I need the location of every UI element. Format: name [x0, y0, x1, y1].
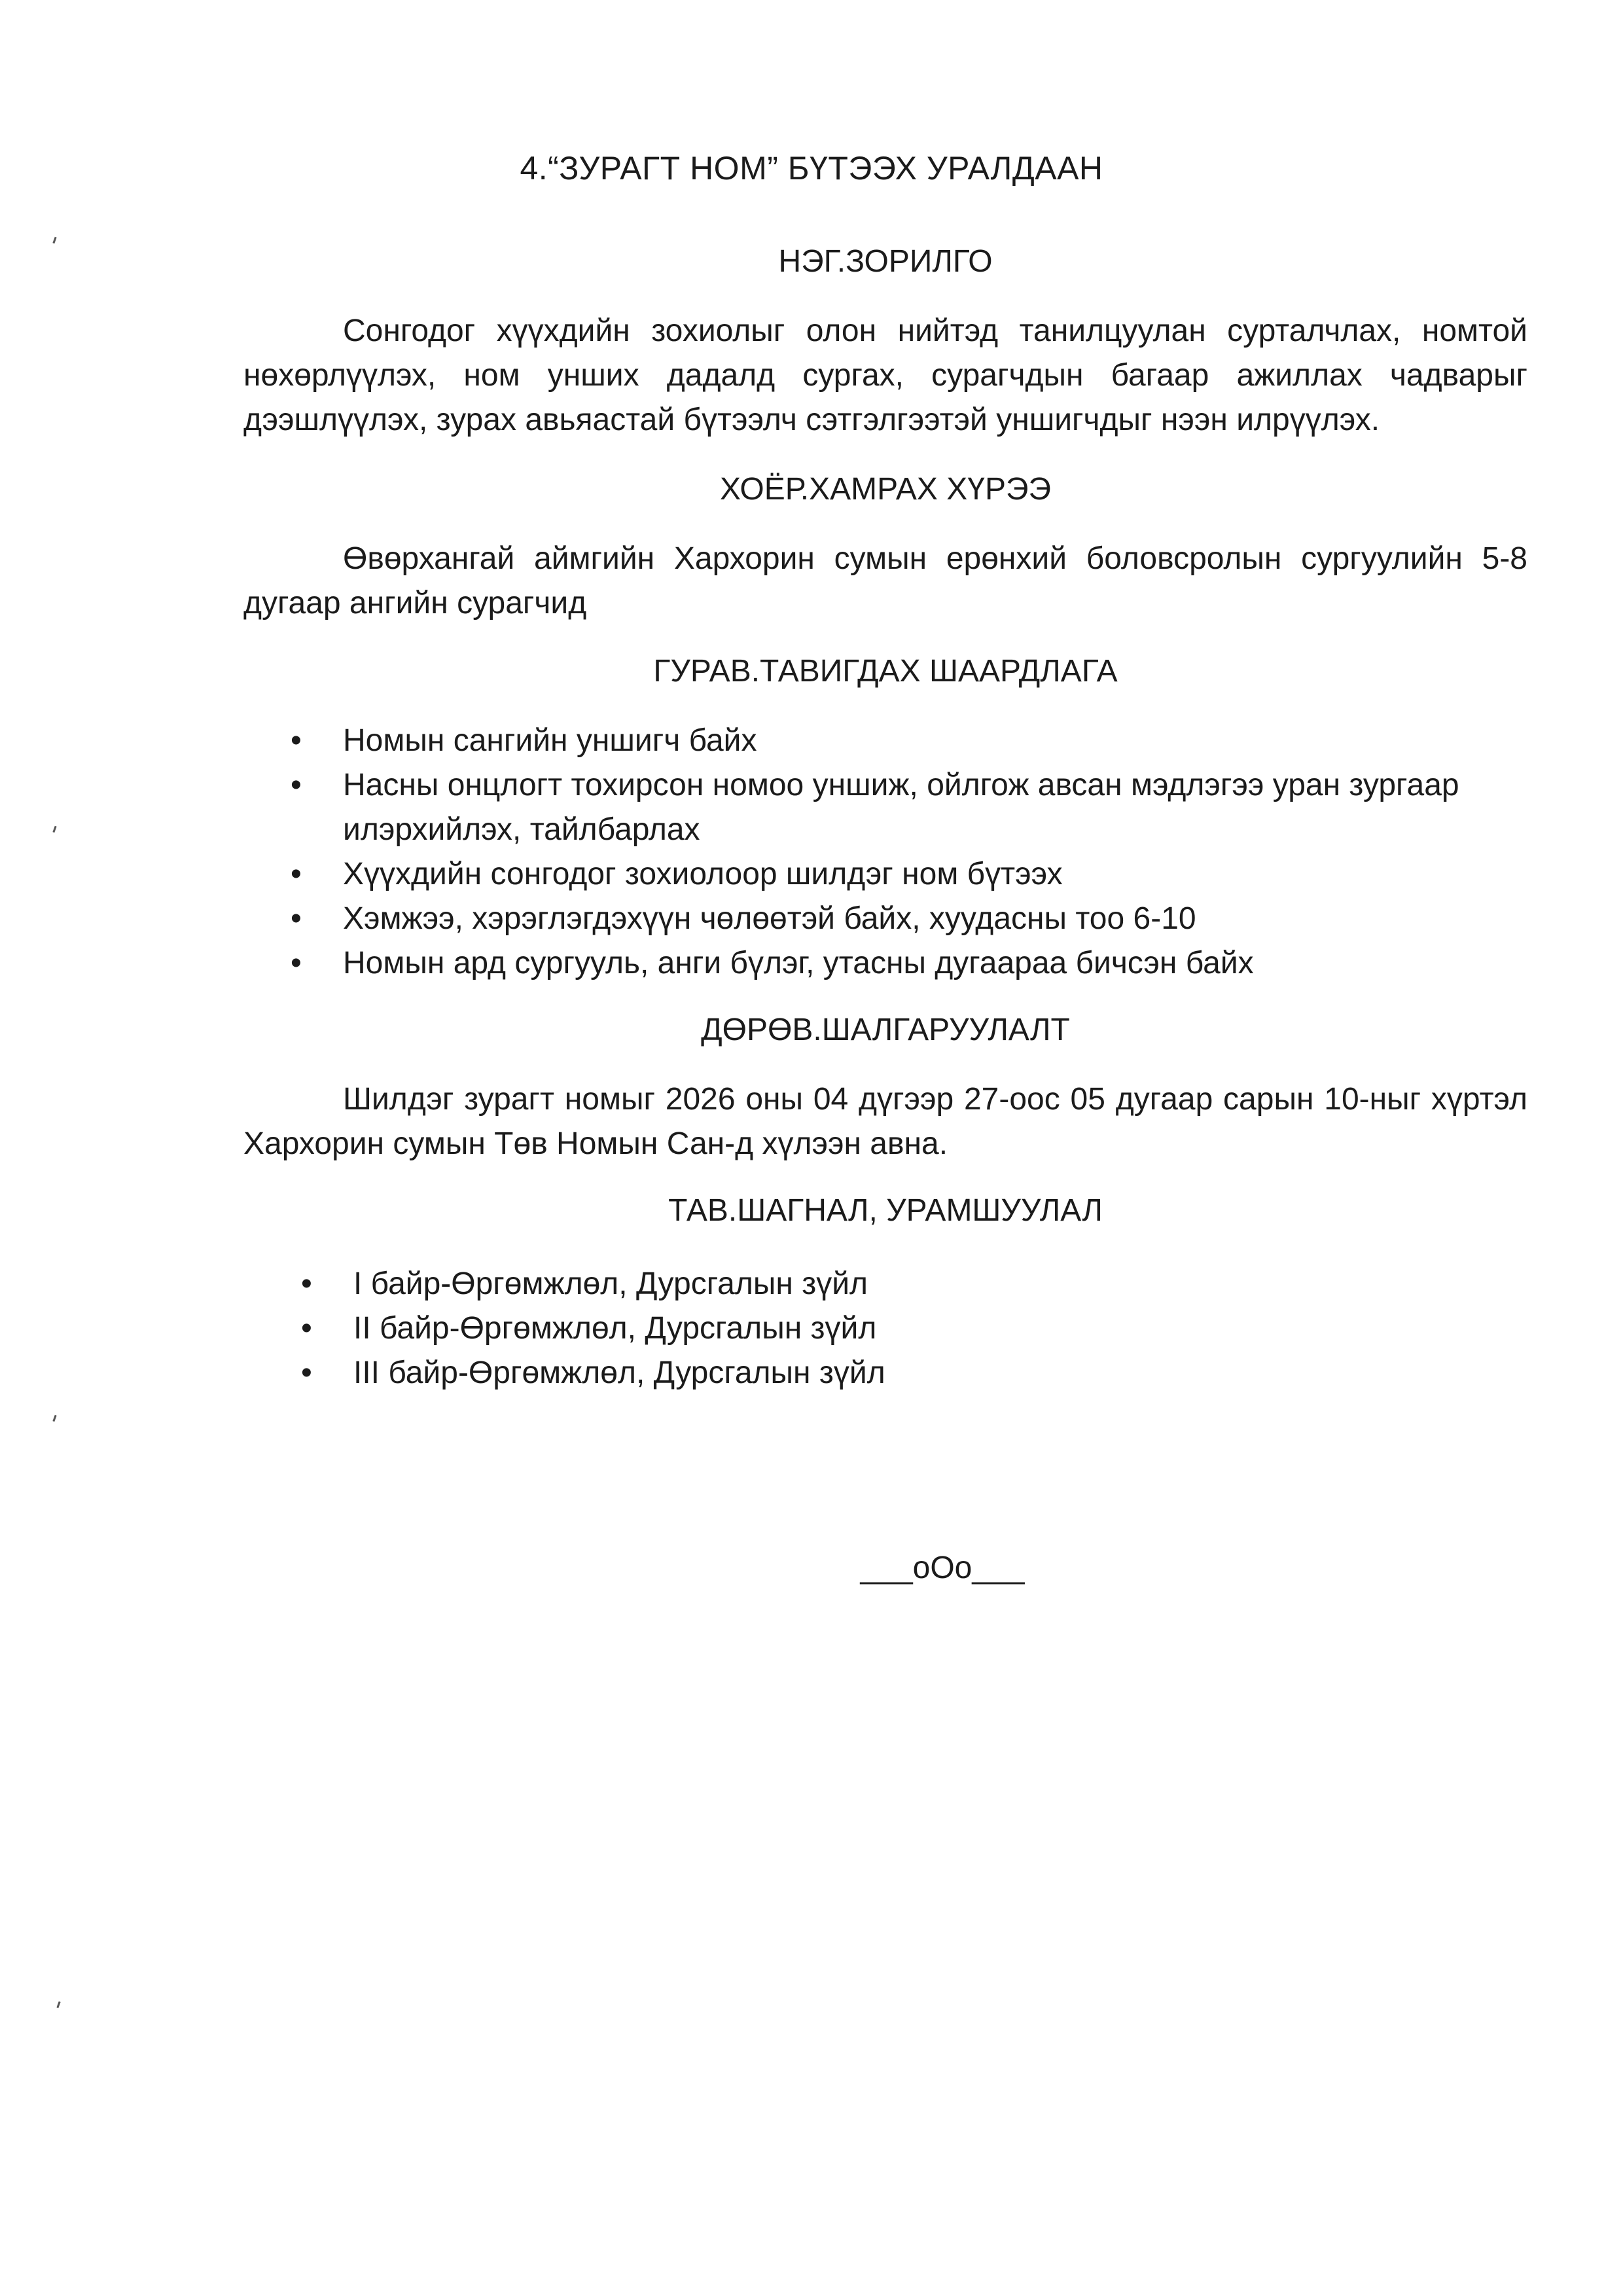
- scan-mark: [52, 1415, 56, 1422]
- list-item: [243, 719, 1527, 763]
- scan-mark: [52, 826, 56, 833]
- list-item-text: Хүүхдийн сонгодог зохиолоор шилдэг ном бүтээх: [343, 857, 1063, 891]
- bullet-icon: •: [301, 1311, 312, 1346]
- section-text-scope: Өвөрхангай аймгийн Хархорин сумын ерөнхий боловсролын сургуулийн 5-8 дугаар ангийн сурагчид: [243, 541, 1527, 620]
- section-text-goal: Сонгодог хүүхдийн зохиолыг олон нийтэд танилцуулан сурталчлах, номтой нөхөрлүүлэх, ном унших дадалд сургах, сурагчдын багаар ажиллах чадварыг дээшлүүлэх, зурах авьяастай бүтээлч сэтгэлгээтэй уншигчдыг нээн илрүүлэх.: [243, 314, 1527, 437]
- bullet-icon: •: [291, 723, 302, 758]
- list-item-text: II байр-Өргөмжлөл, Дурсгалын зүйл: [353, 1311, 877, 1346]
- section-heading-selection: ДӨРӨВ.ШАЛГАРУУЛАЛТ: [701, 1013, 1070, 1047]
- requirements-list: [243, 719, 1527, 986]
- list-item: [243, 763, 1527, 852]
- list-item: [243, 1262, 1527, 1306]
- bullet-icon: •: [291, 901, 302, 936]
- bullet-icon: •: [301, 1266, 312, 1301]
- list-item: [243, 941, 1527, 986]
- document-title: 4.“ЗУРАГТ НОМ” БҮТЭЭХ УРАЛДААН: [520, 150, 1103, 187]
- list-item-text: III байр-Өргөмжлөл, Дурсгалын зүйл: [353, 1355, 885, 1390]
- section-heading-requirements: ГУРАВ.ТАВИГДАХ ШААРДЛАГА: [653, 654, 1118, 689]
- bullet-icon: •: [291, 946, 302, 980]
- list-item-text: Номын ард сургууль, анги бүлэг, утасны дугаараа бичсэн байх: [343, 946, 1254, 980]
- bullet-icon: •: [291, 768, 302, 802]
- closing-ornament: ___оОо___: [860, 1551, 1025, 1585]
- section-heading-scope: ХОЁР.ХАМРАХ ХҮРЭЭ: [720, 472, 1051, 507]
- list-item-text: I байр-Өргөмжлөл, Дурсгалын зүйл: [353, 1266, 868, 1301]
- list-item-text: Номын сангийн уншигч байх: [343, 723, 757, 758]
- list-item: [243, 1306, 1527, 1351]
- bullet-icon: •: [301, 1355, 312, 1390]
- list-item: [243, 897, 1527, 941]
- list-item: [243, 1351, 1527, 1395]
- list-item-text: Хэмжээ, хэрэглэгдэхүүн чөлөөтэй байх, хуудасны тоо 6-10: [343, 901, 1196, 936]
- list-item-text: Насны онцлогт тохирсон номоо уншиж, ойлгож авсан мэдлэгээ уран зургаар илэрхийлэх, тайлбарлах: [343, 768, 1459, 847]
- section-text-selection: Шилдэг зурагт номыг 2026 оны 04 дүгээр 27-оос 05 дугаар сарын 10-ныг хүртэл Хархорин сумын Төв Номын Сан-д хүлээн авна.: [243, 1082, 1527, 1161]
- section-heading-goal: НЭГ.ЗОРИЛГО: [778, 244, 993, 279]
- scan-mark: [56, 2001, 60, 2008]
- list-item: [243, 852, 1527, 897]
- bullet-icon: •: [291, 857, 302, 891]
- awards-list: [243, 1262, 1527, 1395]
- scan-mark: [52, 237, 56, 243]
- section-heading-awards: ТАВ.ШАГНАЛ, УРАМШУУЛАЛ: [668, 1193, 1103, 1228]
